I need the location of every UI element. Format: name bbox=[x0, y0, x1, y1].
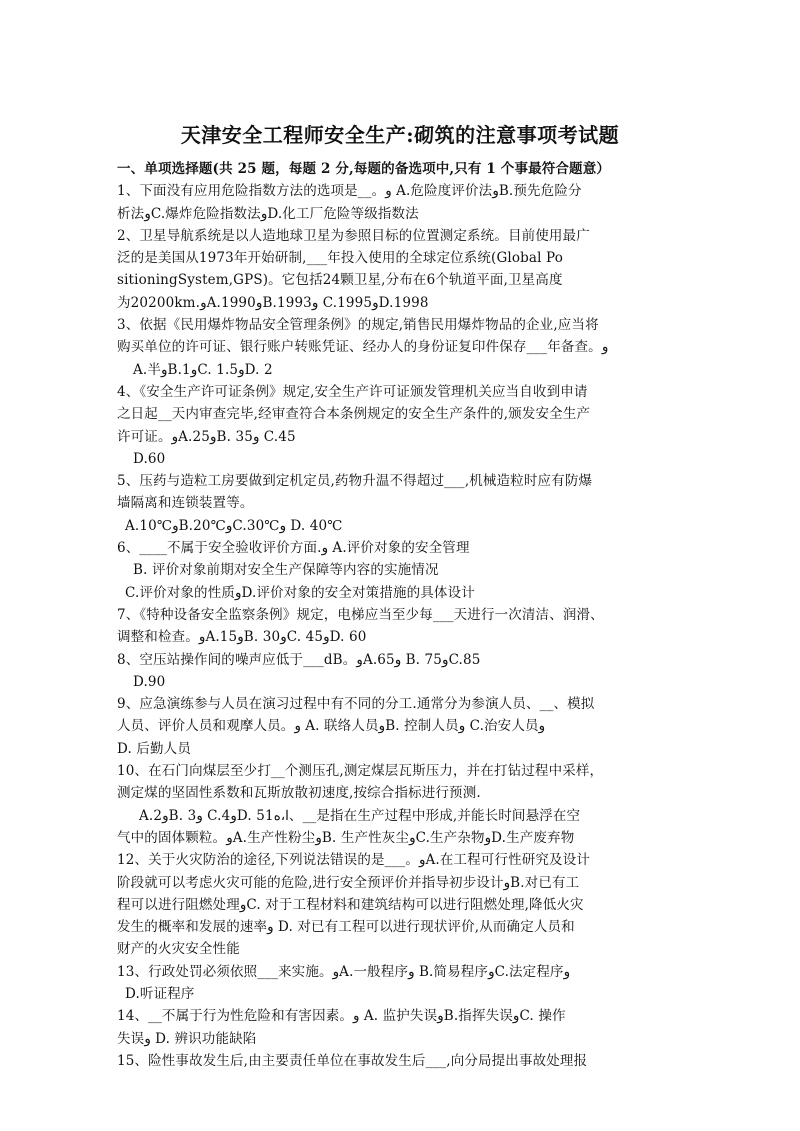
text-line: 2、卫星导航系统是以人造地球卫星为参照目标的位置测定系统。目前使用最广 bbox=[117, 227, 590, 244]
text-line: 12、关于火灾防治的途径,下列说法错误的是___。وA.在工程可行性研究及设计 bbox=[117, 852, 590, 869]
text-line: A.10℃وB.20℃وC.30℃و D. 40℃ bbox=[125, 517, 343, 534]
text-line: 气中的固体颗粒。وA.生产性粉尘وB. 生产性灰尘وC.生产杂物وD.生产废弃物 bbox=[117, 829, 575, 846]
text-line: 6、____不属于安全验收评价方面.و A.评价对象的安全管理 bbox=[117, 540, 470, 557]
text-line: 调整和检查。وA.15وB. 30وC. 45وD. 60 bbox=[117, 629, 367, 646]
text-line: 发生的概率和发展的速率و D. 对已有工程可以进行现状评价,从而确定人员和 bbox=[117, 919, 575, 936]
text-line: 之日起__天内审查完毕,经审查符合本条例规定的安全生产条件的,颁发安全生产 bbox=[117, 406, 591, 423]
text-line: 9、应急演练参与人员在演习过程中有不同的分工.通常分为参演人员、__、模拟 bbox=[117, 696, 595, 713]
document-title: 天津安全工程师安全生产:砌筑的注意事项考试题 bbox=[180, 123, 620, 147]
text-line: 人员、评价人员和观摩人员。و A. 联络人员وB. 控制人员و C.治安人员و bbox=[117, 718, 546, 735]
text-line: 3、依据《民用爆炸物品安全管理条例》的规定,销售民用爆炸物品的企业,应当将 bbox=[117, 317, 599, 334]
text-line: D.90 bbox=[133, 673, 166, 690]
text-line: 财产的火灾安全性能 bbox=[117, 941, 240, 958]
text-line: 程可以进行阻燃处理وC. 对于工程材料和建筑结构可以进行阻燃处理,降低火灾 bbox=[117, 896, 584, 913]
text-line: A.2وB. 3و C.4وD. 51ا،ه、__是指在生产过程中形成,并能长时间悬浮在空 bbox=[139, 807, 581, 824]
text-line: 5、压药与造粒工房要做到定机定员,药物升温不得超过___,机械造粒时应有防爆 bbox=[117, 473, 593, 490]
text-line: A.半وB.1وC. 1.5وD. 2 bbox=[133, 361, 273, 378]
text-line: D. 后勤人员 bbox=[117, 740, 191, 757]
text-line: 测定煤的坚固性系数和瓦斯放散初速度,按综合指标进行预测. bbox=[117, 785, 481, 802]
text-line: 析法وC.爆炸危险指数法وD.化工厂危险等级指数法 bbox=[117, 205, 419, 222]
text-line: 4、《安全生产许可证条例》规定,安全生产许可证颁发管理机关应当自收到申请 bbox=[117, 383, 588, 400]
text-line: D.60 bbox=[133, 450, 166, 467]
text-line: 8、空压站操作间的噪声应低于___dB。وA.65و B. 75وC.85 bbox=[117, 651, 481, 668]
text-line: 失误و D. 辨识功能缺陷 bbox=[117, 1030, 257, 1047]
text-line: sitioningSystem,GPS)。它包括24颗卫星,分布在6个轨道平面,卫星高度 bbox=[117, 272, 563, 289]
text-line: 阶段就可以考虑火灾可能的危险,进行安全预评价并指导初步设计وB.对已有工 bbox=[117, 874, 580, 891]
text-line: 15、险性事故发生后,由主要责任单位在事故发生后___,向分局提出事故处理报 bbox=[117, 1052, 588, 1069]
section-heading: 一、单项选择题(共 25 题，每题 2 分,每题的备选项中,只有 1 个事最符合题意） bbox=[117, 161, 611, 177]
text-line: 1、下面没有应用危险指数方法的选项是__。و A.危险度评价法وB.预先危险分 bbox=[117, 183, 582, 200]
text-line: 为20200km.وA.1990وB.1993و C.1995وD.1998 bbox=[117, 294, 429, 311]
text-line: 7、《特种设备安全监察条例》规定，电梯应当至少每___天进行一次清洁、润滑、 bbox=[117, 606, 604, 623]
text-line: 13、行政处罚必须依照___来实施。وA.一般程序و B.简易程序وC.法定程序و bbox=[117, 963, 571, 980]
text-line: 购买单位的许可证、银行账户转账凭证、经办人的身份证复印件保存___年备查。و bbox=[117, 339, 609, 356]
text-line: 泛的是美国从1973年开始研制,___年投入使用的全球定位系统(Global Po bbox=[117, 250, 564, 267]
text-line: B. 评价对象前期对安全生产保障等内容的实施情况 bbox=[133, 562, 439, 579]
text-line: 14、__不属于行为性危险和有害因素。و A. 监护失误وB.指挥失误وC. 操作 bbox=[117, 1008, 566, 1025]
text-line: 墙隔离和连锁装置等。 bbox=[117, 495, 254, 512]
text-line: 许可证。وA.25وB. 35و C.45 bbox=[117, 428, 296, 445]
text-line: C.评价对象的性质وD.评价对象的安全对策措施的具体设计 bbox=[125, 584, 475, 601]
text-line: 10、在石门向煤层至少打__个测压孔,测定煤层瓦斯压力，并在打钻过程中采样， bbox=[117, 763, 604, 780]
document-body bbox=[117, 158, 697, 1072]
text-line: D.听证程序 bbox=[125, 985, 195, 1002]
